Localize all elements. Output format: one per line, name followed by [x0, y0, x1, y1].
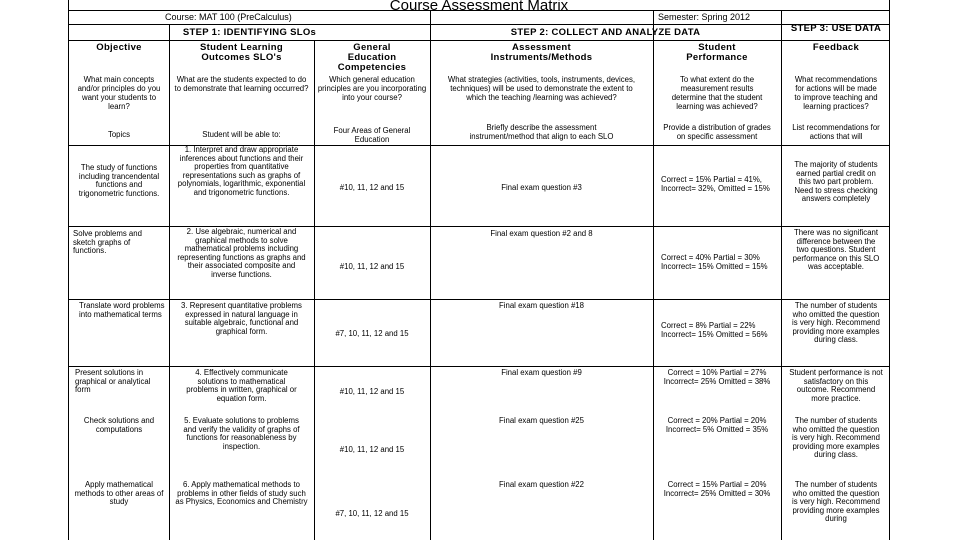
- guide-performance: Provide a distribution of grades on specific assessment: [663, 123, 771, 141]
- question-assessment: What strategies (activities, tools, instruments, devices, techniques) will be used to demonstrate the extent to which the teaching /learning was achieved?: [447, 75, 636, 102]
- row5-slo: 5. Evaluate solutions to problems and verify the validity of graphs of functions for reasonableness by inspection.: [183, 417, 300, 451]
- row6-gened: #7, 10, 11, 12 and 15: [335, 510, 409, 518]
- row5-assessment: Final exam question #25: [499, 417, 584, 425]
- row3-gened: #7, 10, 11, 12 and 15: [335, 330, 409, 338]
- row4-slo: 4. Effectively communicate solutions to mathematical problems in written, graphical or equation form.: [186, 369, 297, 403]
- row6-feedback: The number of students who omitted the question is very high. Recommend providing more examples during: [792, 481, 880, 524]
- column-divider: [314, 40, 315, 540]
- row6-objective: Apply mathematical methods to other areas of study: [74, 481, 164, 507]
- column-header-feedback: Feedback: [812, 43, 860, 53]
- row2-feedback: There was no significant difference between the two questions. Student performance on this SLO was acceptable.: [792, 229, 880, 272]
- course-label: Course: MAT 100 (PreCalculus): [165, 12, 292, 22]
- step3-header: STEP 3: USE DATA: [790, 24, 882, 34]
- rule: [69, 299, 889, 300]
- question-performance: To what extent do the measurement results determine that the student learning was achieved?: [671, 75, 763, 111]
- row3-assessment: Final exam question #18: [499, 302, 584, 310]
- row6-performance: Correct = 15% Partial = 20% Incorrect= 25% Omitted = 30%: [663, 481, 771, 498]
- row4-assessment: Final exam question #9: [501, 369, 582, 377]
- question-feedback: What recommendations for actions will be made to improve teaching and learning practices?: [794, 75, 878, 111]
- rule: [69, 40, 889, 41]
- row2-performance: Correct = 40% Partial = 30% Incorrect= 15% Omitted = 15%: [661, 254, 768, 271]
- guide-slo: Student will be able to:: [202, 130, 281, 139]
- row4-objective: Present solutions in graphical or analytical form: [75, 369, 151, 395]
- guide-objective: Topics: [107, 130, 131, 139]
- row1-slo: 1. Interpret and draw appropriate inferences about functions and their properties from quantitative representations such as graphs of polynomials, logarithmic, exponential and trigonometric functions.: [177, 146, 306, 197]
- row4-performance: Correct = 10% Partial = 27% Incorrect= 25% Omitted = 38%: [663, 369, 771, 386]
- column-header-assessment: Assessment Instruments/Methods: [490, 43, 593, 63]
- row1-objective: The study of functions including trancendental functions and trigonometric functions.: [78, 164, 160, 198]
- step2-header: STEP 2: COLLECT AND ANALYZE DATA: [510, 28, 701, 38]
- row5-gened: #10, 11, 12 and 15: [339, 446, 405, 454]
- row2-objective: Solve problems and sketch graphs of functions.: [73, 230, 142, 256]
- rule: [69, 226, 889, 227]
- column-header-slo: Student Learning Outcomes SLO's: [200, 43, 283, 63]
- row1-performance: Correct = 15% Partial = 41%, Incorrect= 32%, Omitted = 15%: [661, 176, 770, 193]
- column-header-objective: Objective: [96, 43, 142, 53]
- row3-performance: Correct = 8% Partial = 22% Incorrect= 15% Omitted = 56%: [661, 322, 768, 339]
- row5-performance: Correct = 20% Partial = 20% Incorrect= 5% Omitted = 35%: [665, 417, 769, 434]
- assessment-matrix-page: [68, 0, 890, 540]
- row4-gened: #10, 11, 12 and 15: [339, 388, 405, 396]
- row5-objective: Check solutions and computations: [83, 417, 155, 434]
- rule: [69, 366, 889, 367]
- row1-assessment: Final exam question #3: [501, 184, 582, 192]
- row3-slo: 3. Represent quantitative problems expressed in natural language in suitable algebraic, functional and graphical form.: [181, 302, 302, 336]
- column-header-performance: Student Performance: [686, 43, 748, 63]
- row3-feedback: The number of students who omitted the question is very high. Recommend providing more examples during class.: [792, 302, 880, 345]
- row2-slo: 2. Use algebraic, numerical and graphical methods to solve mathematical problems including representing functions as graphs and their associated composite and inverse functions.: [177, 228, 306, 279]
- question-slo: What are the students expected to do to demonstrate that learning occurred?: [174, 75, 309, 93]
- row2-assessment: Final exam question #2 and 8: [490, 230, 593, 238]
- semester-label: Semester: Spring 2012: [658, 12, 751, 22]
- guide-assessment: Briefly describe the assessment instrument/method that align to each SLO: [469, 123, 614, 141]
- question-objective: What main concepts and/or principles do you want your students to learn?: [77, 75, 161, 111]
- row2-gened: #10, 11, 12 and 15: [339, 263, 405, 271]
- rule: [69, 10, 889, 11]
- row6-slo: 6. Apply mathematical methods to problems in other fields of study such as Physics, Economics and Chemistry: [175, 481, 308, 507]
- question-gened: Which general education principles are you incorporating into your course?: [317, 75, 427, 102]
- step1-header: STEP 1: IDENTIFYING SLOs: [182, 28, 317, 38]
- column-header-gened: General Education Competencies: [337, 43, 407, 73]
- row1-feedback: The majority of students earned partial credit on this two part problem. Need to stress checking answers completely: [794, 161, 878, 204]
- row1-gened: #10, 11, 12 and 15: [339, 184, 405, 192]
- row4-feedback: Student performance is not satisfactory on this outcome. Recommend more practice.: [789, 369, 883, 403]
- row6-assessment: Final exam question #22: [499, 481, 584, 489]
- rule: [69, 24, 889, 25]
- guide-gened: Four Areas of General Education: [333, 126, 411, 144]
- row5-feedback: The number of students who omitted the question is very high. Recommend providing more examples during class.: [792, 417, 880, 460]
- guide-feedback: List recommendations for actions that will: [792, 123, 880, 141]
- page-title: Course Assessment Matrix: [389, 0, 569, 14]
- row3-objective: Translate word problems into mathematical terms: [79, 302, 165, 319]
